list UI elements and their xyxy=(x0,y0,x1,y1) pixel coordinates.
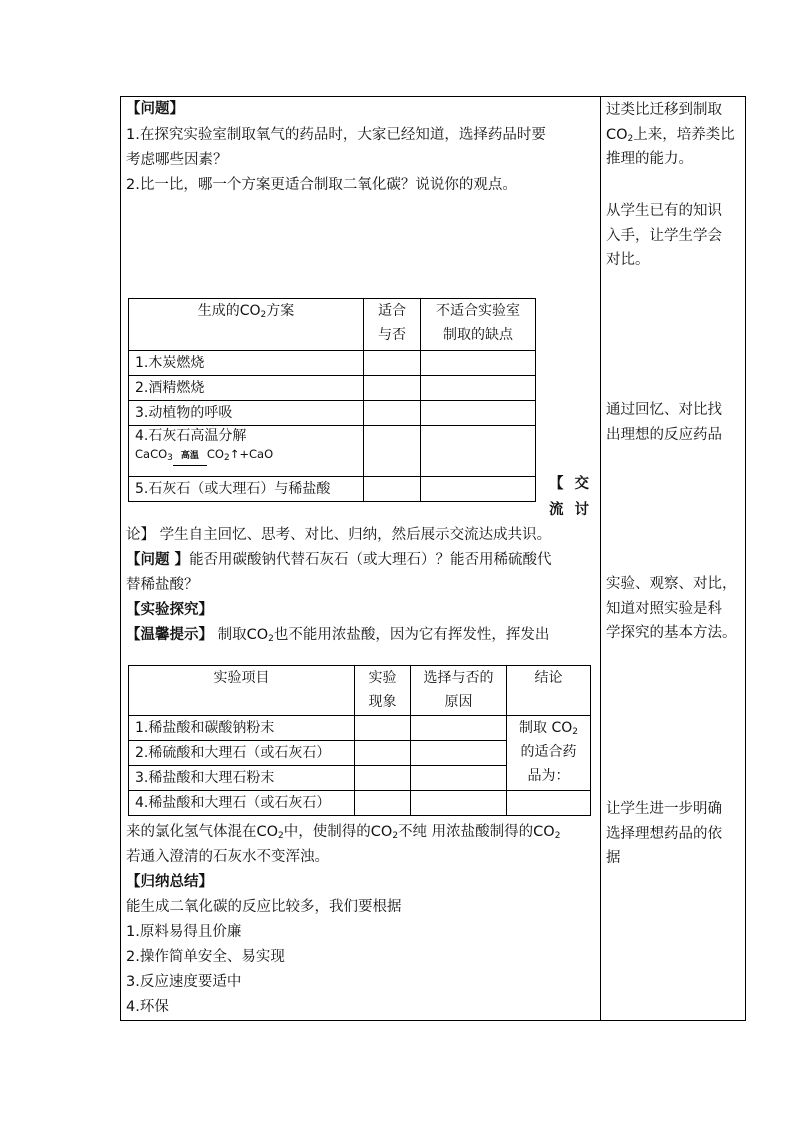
co2-method-table xyxy=(128,298,536,502)
table2-cell-item: 3.稀盐酸和大理石粉末 xyxy=(129,766,355,791)
table1-cell-method: 1.木炭燃烧 xyxy=(129,351,364,376)
question-3-line-2: 替稀盐酸？ xyxy=(126,577,199,593)
reaction-condition: 高温 xyxy=(173,449,207,463)
tip-line-1: 【温馨提示】 制取$CO_2$也不能用浓盐酸，因为它有挥发性，挥发出 xyxy=(126,627,550,644)
summary-intro: 能生成二氧化碳的反应比较多，我们要根据 xyxy=(126,899,402,915)
discussion-heading-part-2: 流 讨 xyxy=(549,502,593,518)
table1-cell-empty xyxy=(421,477,536,502)
summary-heading: 【归纳总结】 xyxy=(126,874,213,890)
discussion-heading-part-1: 【 交 xyxy=(549,476,593,492)
experiment-heading: 【实验探究】 xyxy=(126,602,213,618)
table1-cell-method: 2.酒精燃烧 xyxy=(129,376,364,401)
table1-cell-empty xyxy=(364,376,421,401)
table1-cell-empty xyxy=(364,426,421,477)
note-prior-knowledge: 从学生已有的知识 入手，让学生学会 对比。 xyxy=(606,203,722,268)
question-1-line-2: 考虑哪些因素？ xyxy=(126,152,228,168)
table2-cell-empty xyxy=(355,791,411,816)
table2-header-reason: 选择与否的 原因 xyxy=(411,666,507,716)
table-row xyxy=(129,791,591,816)
table-row xyxy=(129,477,536,502)
table1-cell-empty xyxy=(421,426,536,477)
column-divider xyxy=(600,96,601,1021)
table-row xyxy=(129,716,591,741)
table1-cell-empty xyxy=(421,351,536,376)
question-heading: 【问题】 xyxy=(126,101,184,117)
table1-cell-empty xyxy=(364,401,421,426)
decomposition-equation: CaCO$_3$ 高温 $CO_2↑+CaO$ xyxy=(135,447,274,463)
table2-cell-empty xyxy=(411,766,507,791)
summary-item: 4.环保 xyxy=(126,999,169,1015)
table2-header-conclusion: 结论 xyxy=(507,666,591,716)
table2-cell-empty xyxy=(411,741,507,766)
table2-cell-item: 4.稀盐酸和大理石（或石灰石） xyxy=(129,791,355,816)
summary-item: 2.操作简单安全、易实现 xyxy=(126,949,285,965)
table2-cell-empty xyxy=(411,791,507,816)
table2-cell-item: 1.稀盐酸和碳酸钠粉末 xyxy=(129,716,355,741)
note-experiment: 实验、观察、对比， 知道对照实验是科 学探究的基本方法。 xyxy=(606,576,737,641)
summary-item: 3.反应速度要适中 xyxy=(126,974,242,990)
note-recall-compare: 通过回忆、对比找 出理想的反应药品 xyxy=(606,402,722,443)
table1-header-suitable: 适合 与否 xyxy=(364,299,421,351)
table1-cell-empty xyxy=(421,401,536,426)
table-row xyxy=(129,376,536,401)
table1-cell-method: 3.动植物的呼吸 xyxy=(129,401,364,426)
table1-cell-empty xyxy=(421,376,536,401)
table2-cell-item: 2.稀硫酸和大理石（或石灰石） xyxy=(129,741,355,766)
table1-header-method: 生成的$CO_2$方案 xyxy=(129,299,364,351)
table2-header-phenomenon: 实验 现象 xyxy=(355,666,411,716)
table2-cell-empty xyxy=(355,716,411,741)
note-analogy: 过类比迁移到制取 $CO_2$上来，培养类比 推理的能力。 xyxy=(606,102,735,167)
table-row xyxy=(129,351,536,376)
tip-line-2: 来的氯化氢气体混在$CO_2$中，使制得的$CO_2$不纯 用浓盐酸制得的$CO_2$ xyxy=(126,824,561,841)
table2-cell-empty xyxy=(355,766,411,791)
table1-header-drawback: 不适合实验室 制取的缺点 xyxy=(421,299,536,351)
summary-item: 1.原料易得且价廉 xyxy=(126,924,242,940)
question-3-heading: 【问题 】 xyxy=(126,552,190,568)
tip-line-3: 若通入澄清的石灰水不变浑浊。 xyxy=(126,849,329,865)
table1-cell-empty xyxy=(364,351,421,376)
table1-cell-method: 5.石灰石（或大理石）与稀盐酸 xyxy=(129,477,364,502)
question-3-line-1 xyxy=(126,550,552,570)
discussion-text: 论】 学生自主回忆、思考、对比、归纳，然后展示交流达成共识。 xyxy=(126,527,552,543)
table2-header-item: 实验项目 xyxy=(129,666,355,716)
question-1-line-1: 1.在探究实验室制取氧气的药品时，大家已经知道，选择药品时要 xyxy=(126,127,546,143)
table2-cell-empty xyxy=(411,716,507,741)
table-row xyxy=(129,426,536,477)
table2-cell-empty xyxy=(355,741,411,766)
table1-cell-method: 4.石灰石高温分解 CaCO$_3$ 高温 $CO_2↑+CaO$ xyxy=(129,426,364,477)
table-row xyxy=(129,401,536,426)
table2-cell-empty xyxy=(507,791,591,816)
note-criteria: 让学生进一步明确 选择理想药品的依 据 xyxy=(606,801,722,866)
question-2: 2.比一比，哪一个方案更适合制取二氧化碳？说说你的观点。 xyxy=(126,177,517,193)
question-3-text: 能否用碳酸钠代替石灰石（或大理石）？能否用稀硫酸代 xyxy=(189,552,552,568)
tip-heading: 【温馨提示】 xyxy=(126,627,213,643)
table2-conclusion-cell: 制取 $CO_2$ 的适合药 品为： xyxy=(507,716,591,791)
table1-cell-empty xyxy=(364,477,421,502)
experiment-table xyxy=(128,665,591,816)
